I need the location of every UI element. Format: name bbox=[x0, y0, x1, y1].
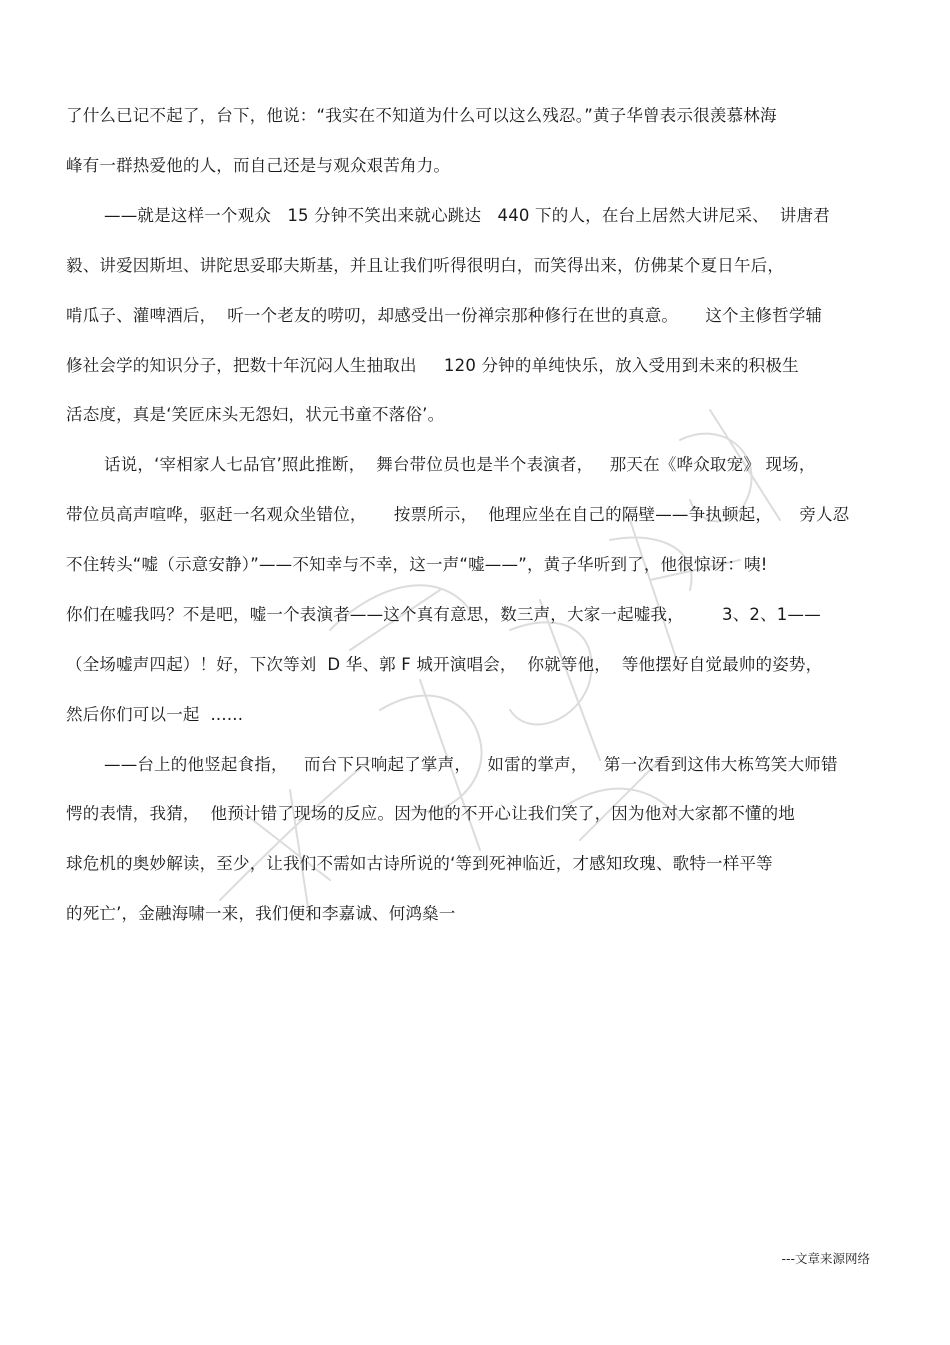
text-line: 毅、讲爱因斯坦、讲陀思妥耶夫斯基，并且让我们听得很明白，而笑得出来，仿佛某个夏日午后， bbox=[66, 256, 785, 275]
text-line: 啃瓜子、灌啤酒后， 听一个老友的唠叨，却感受出一份禅宗那种修行在世的真意。 这个主修哲学辅 bbox=[66, 306, 823, 325]
text-line: 不住转头“嘘（示意安静）”——不知幸与不幸，这一声“嘘——”，黄子华听到了，他很惊讶：咦! bbox=[66, 555, 768, 574]
text-line: 你们在嘘我吗？不是吧，嘘一个表演者——这个真有意思，数三声，大家一起嘘我， 3、2、1—— bbox=[66, 605, 821, 624]
text-line: 带位员高声喧哗，驱赶一名观众坐错位， 按票所示， 他理应坐在自己的隔壁——争执顿起， 旁人忍 bbox=[66, 505, 850, 524]
text-line: 活态度，真是‘笑匠床头无怨妇，状元书童不落俗’。 bbox=[66, 405, 445, 424]
text-line: 的死亡’，金融海啸一来，我们便和李嘉诚、何鸿燊一 bbox=[66, 904, 456, 923]
text-line: ——就是这样一个观众 15 分钟不笑出来就心跳达 440 下的人，在台上居然大讲尼采、 讲唐君 bbox=[104, 206, 830, 225]
text-line: 了什么已记不起了，台下，他说：“我实在不知道为什么可以这么残忍。”黄子华曾表示很羡慕林海 bbox=[66, 106, 777, 125]
text-line: 话说，‘宰相家人七品官’照此推断， 舞台带位员也是半个表演者， 那天在《哗众取宠》 现场， bbox=[104, 455, 816, 474]
text-line: 峰有一群热爱他的人，而自己还是与观众艰苦角力。 bbox=[66, 156, 451, 175]
text-line: ——台上的他竖起食指， 而台下只响起了掌声， 如雷的掌声， 第一次看到这伟大栋笃笑大师错 bbox=[104, 755, 838, 774]
text-line: 然后你们可以一起 ...... bbox=[66, 705, 244, 724]
text-line: 修社会学的知识分子，把数十年沉闷人生抽取出 120 分钟的单纯快乐，放入受用到未来的积极生 bbox=[66, 356, 799, 375]
text-line: 愕的表情，我猜， 他预计错了现场的反应。因为他的不开心让我们笑了，因为他对大家都不懂的地 bbox=[66, 804, 795, 823]
source-note: ---文章来源网络 bbox=[781, 1251, 870, 1266]
text-line: 球危机的奥妙解读，至少，让我们不需如古诗所说的‘等到死神临近，才感知玫瑰、歌特一样平等 bbox=[66, 854, 773, 873]
text-line: （全场嘘声四起）！好，下次等刘 D 华、郭 F 城开演唱会， 你就等他， 等他摆好自觉最帅的姿势， bbox=[66, 655, 823, 674]
